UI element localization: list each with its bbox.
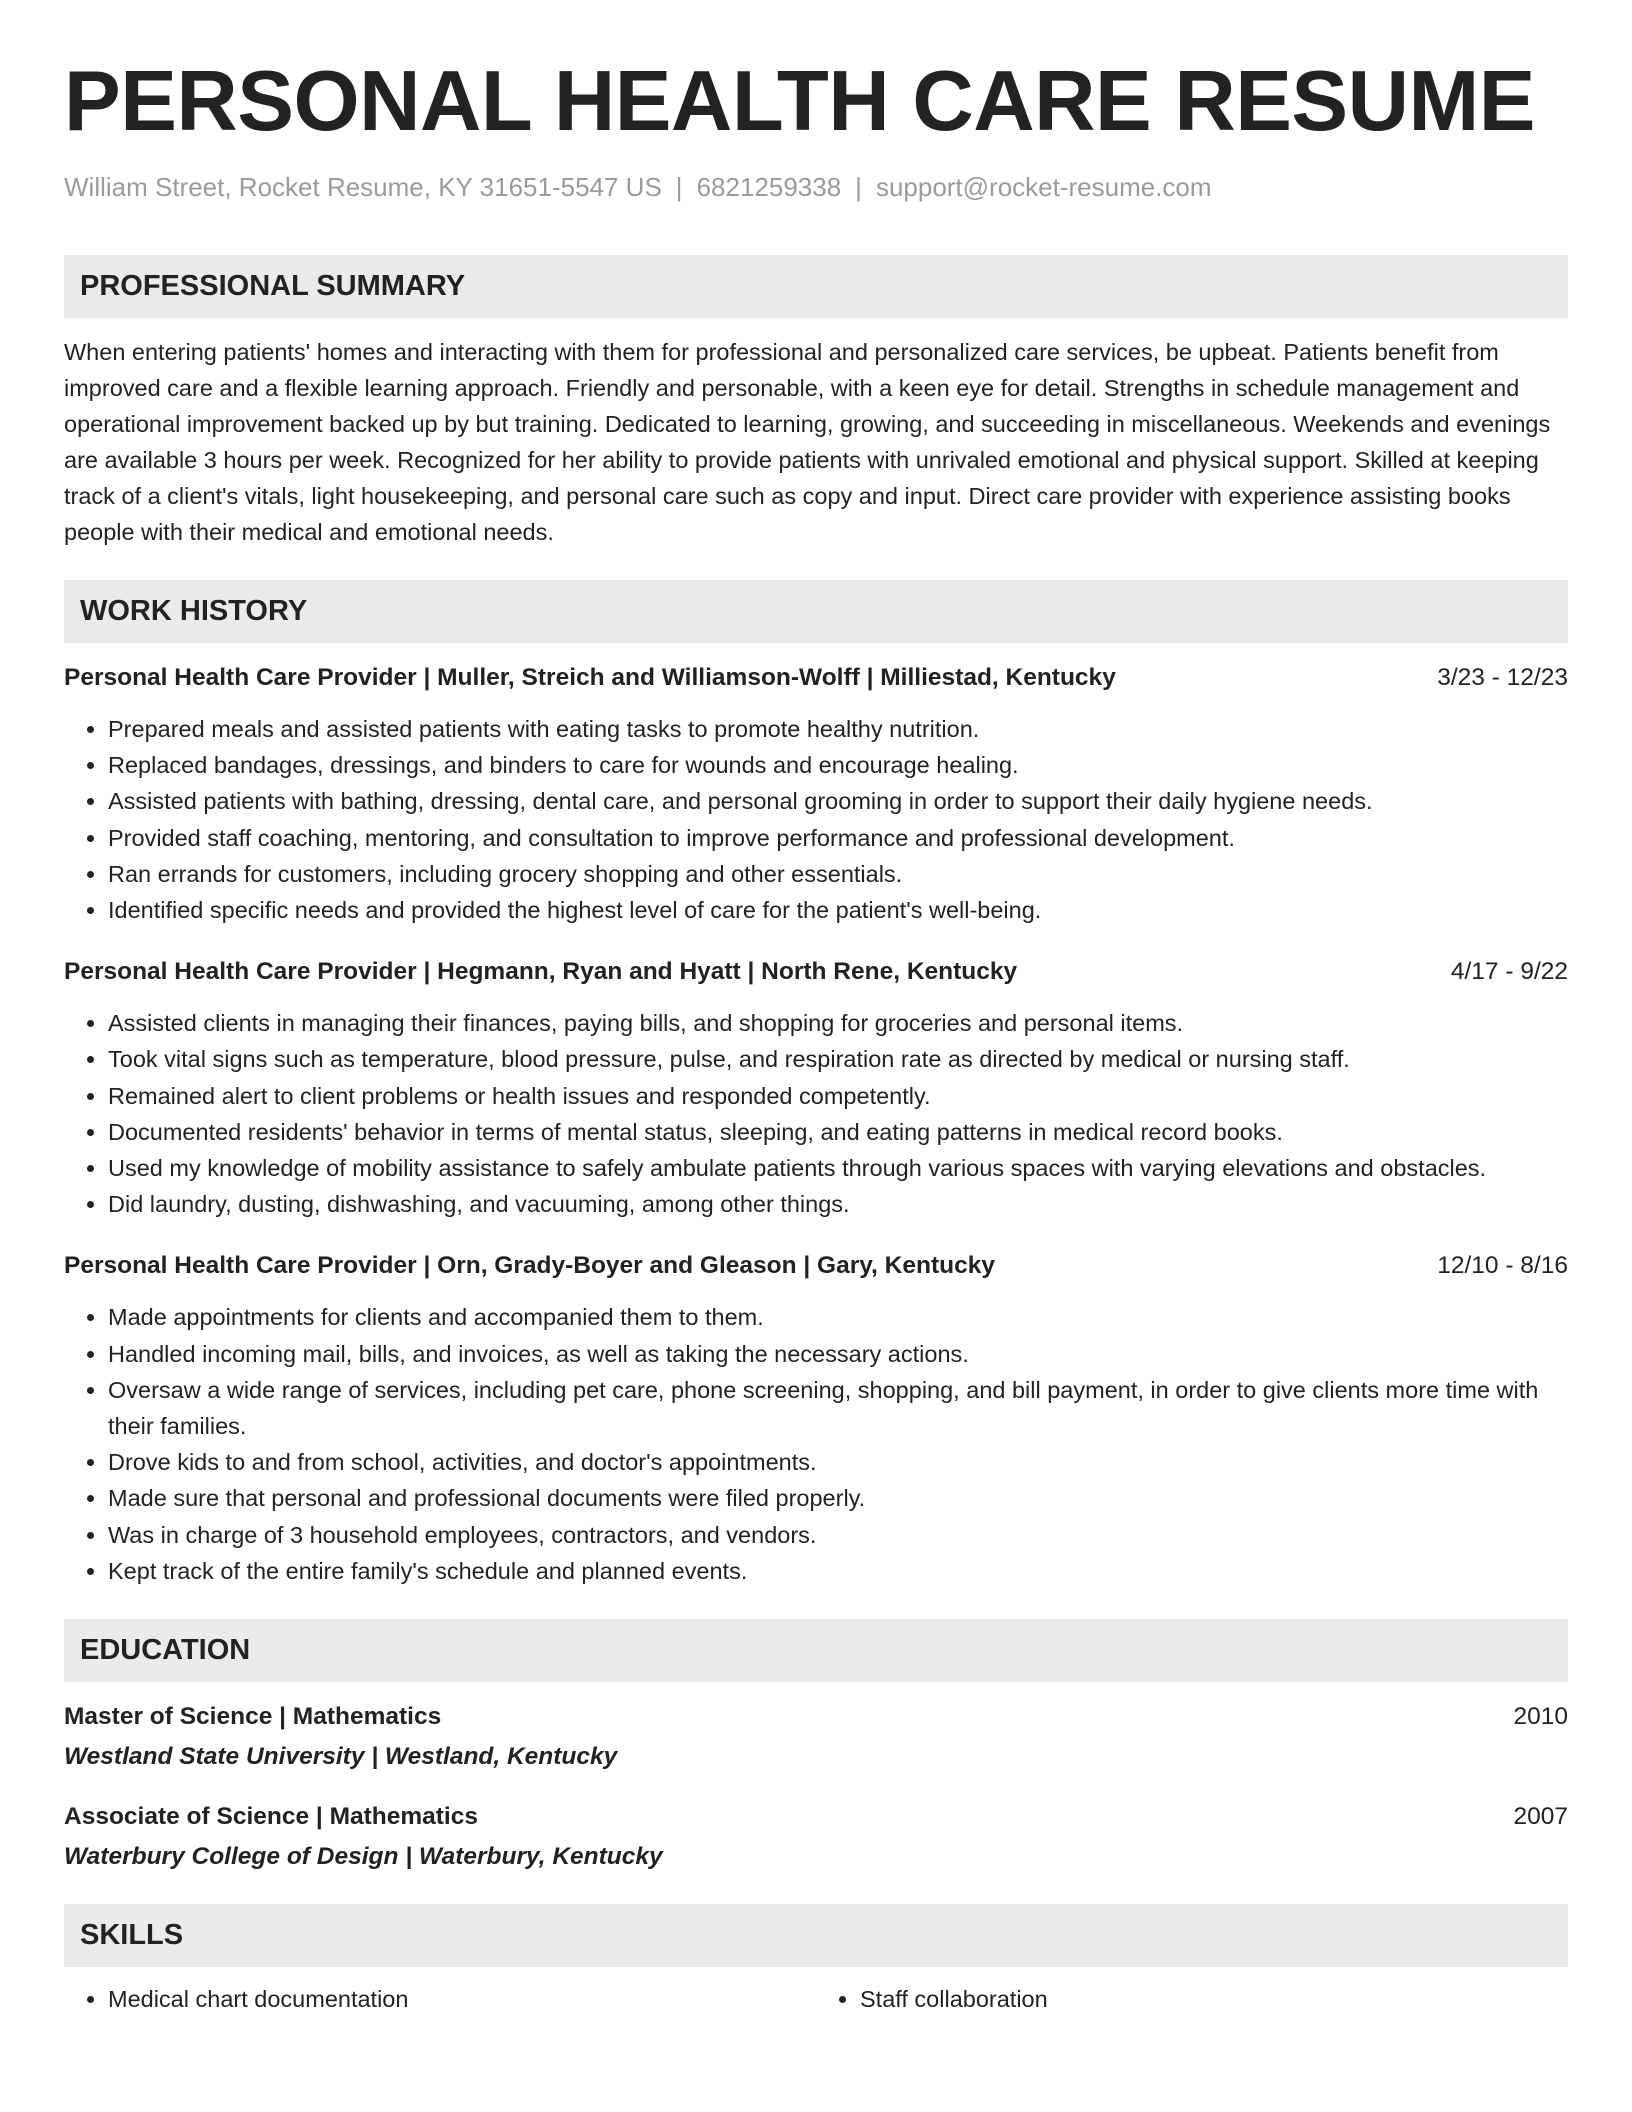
job-entry xyxy=(64,1249,1568,1589)
job-title: Personal Health Care Provider | Orn, Grady-Boyer and Gleason | Gary, Kentucky xyxy=(64,1252,995,1280)
section-heading: SKILLS xyxy=(80,1919,184,1952)
section-heading: WORK HISTORY xyxy=(80,595,308,627)
job-bullet: • Replaced bandages, dressings, and binders to care for wounds and encourage healing. xyxy=(108,747,1568,783)
job-bullet: • Identified specific needs and provided the highest level of care for the patient's well-being. xyxy=(108,892,1568,928)
job-bullet: • Made sure that personal and professional documents were filed properly. xyxy=(108,1480,1568,1516)
job-bullet: • Oversaw a wide range of services, including pet care, phone screening, shopping, and bill payment, in order to give clients more time with their families. xyxy=(108,1372,1568,1444)
job-bullet: • Ran errands for customers, including grocery shopping and other essentials. xyxy=(108,856,1568,892)
job-bullet-list xyxy=(64,1005,1568,1222)
job-dates: 3/23 - 12/23 xyxy=(1437,664,1568,691)
job-bullet: • Took vital signs such as temperature, blood pressure, pulse, and respiration rate as directed by medical or nursing staff. xyxy=(108,1041,1568,1077)
job-bullet: • Assisted clients in managing their finances, paying bills, and shopping for groceries and personal items. xyxy=(108,1005,1568,1041)
job-dates: 12/10 - 8/16 xyxy=(1437,1252,1568,1280)
skills-column-left xyxy=(64,1981,816,2017)
job-bullet-list xyxy=(64,1299,1568,1589)
job-header xyxy=(64,1249,1568,1283)
skills-grid xyxy=(64,1981,1568,2017)
education-header xyxy=(64,1700,1568,1734)
contact-separator: | xyxy=(855,172,862,202)
job-bullet: • Did laundry, dusting, dishwashing, and vacuuming, among other things. xyxy=(108,1186,1568,1222)
section-header-summary xyxy=(64,255,1568,318)
education-entry xyxy=(64,1700,1568,1774)
job-header xyxy=(64,661,1568,695)
education-year: 2007 xyxy=(1513,1803,1568,1831)
education-year: 2010 xyxy=(1513,1703,1568,1731)
job-bullet: • Was in charge of 3 household employees, contractors, and vendors. xyxy=(108,1517,1568,1553)
contact-address: William Street, Rocket Resume, KY 31651-5547 US xyxy=(64,172,662,202)
education-school: Waterbury College of Design | Waterbury, Kentucky xyxy=(64,1843,663,1871)
job-bullet: • Drove kids to and from school, activities, and doctor's appointments. xyxy=(108,1444,1568,1480)
education-school: Westland State University | Westland, Kentucky xyxy=(64,1743,618,1771)
job-bullet: • Used my knowledge of mobility assistance to safely ambulate patients through various spaces with varying elevations and obstacles. xyxy=(108,1150,1568,1186)
job-bullet: • Prepared meals and assisted patients with eating tasks to promote healthy nutrition. xyxy=(108,711,1568,747)
section-header-work-history xyxy=(64,580,1568,643)
job-entry xyxy=(64,661,1568,928)
job-title: Personal Health Care Provider | Hegmann, Ryan and Hyatt | North Rene, Kentucky xyxy=(64,958,1018,986)
job-bullet-list xyxy=(64,711,1568,928)
education-degree: Master of Science | Mathematics xyxy=(64,1703,442,1731)
contact-separator: | xyxy=(675,172,683,202)
education-header xyxy=(64,1800,1568,1834)
contact-line xyxy=(64,170,1568,204)
job-bullet: • Assisted patients with bathing, dressing, dental care, and personal grooming in order to support their daily hygiene needs. xyxy=(108,783,1568,819)
section-header-skills xyxy=(64,1904,1568,1967)
job-bullet: • Handled incoming mail, bills, and invoices, as well as taking the necessary actions. xyxy=(108,1336,1568,1372)
education-entry xyxy=(64,1800,1568,1874)
skills-column-right xyxy=(816,1981,1568,2017)
job-bullet: • Remained alert to client problems or health issues and responded competently. xyxy=(108,1078,1568,1114)
job-bullet: • Kept track of the entire family's schedule and planned events. xyxy=(108,1553,1568,1589)
contact-email: support@rocket-resume.com xyxy=(875,172,1212,202)
summary-paragraph: When entering patients' homes and interacting with them for professional and personalized care services, be upbeat. Patients benefit from improved care and a flexible learning approach. Friendly and personable, with a keen eye for detail. Strengths in schedule management and operational improvement backed up by but training. Dedicated to learning, growing, and succeeding in miscellaneous. Weekends and evenings are available 3 hours per week. Recognized for her ability to provide patients with unrivaled emotional and physical support. Skilled at keeping track of a client's vitals, light housekeeping, and personal care such as copy and input. Direct care provider with experience assisting books people with their medical and emotional needs. xyxy=(64,339,1551,545)
job-bullet: • Provided staff coaching, mentoring, and consultation to improve performance and professional development. xyxy=(108,820,1568,856)
section-heading: PROFESSIONAL SUMMARY xyxy=(80,270,466,302)
skill-item: • Medical chart documentation xyxy=(108,1981,816,2017)
job-bullet: • Made appointments for clients and accompanied them to them. xyxy=(108,1299,1568,1335)
job-header xyxy=(64,955,1568,989)
contact-phone: 6821259338 xyxy=(696,172,842,202)
job-title: Personal Health Care Provider | Muller, Streich and Williamson-Wolff | Milliestad, Kentucky xyxy=(64,664,1116,691)
section-header-education xyxy=(64,1619,1568,1682)
section-heading: EDUCATION xyxy=(80,1634,251,1667)
job-entry xyxy=(64,955,1568,1222)
job-bullet: • Documented residents' behavior in terms of mental status, sleeping, and eating patterns in medical record books. xyxy=(108,1114,1568,1150)
job-dates: 4/17 - 9/22 xyxy=(1450,958,1568,986)
skill-item: • Staff collaboration xyxy=(860,1981,1568,2017)
resume-title: PERSONAL HEALTH CARE RESUME xyxy=(64,54,1535,149)
education-degree: Associate of Science | Mathematics xyxy=(64,1803,478,1831)
